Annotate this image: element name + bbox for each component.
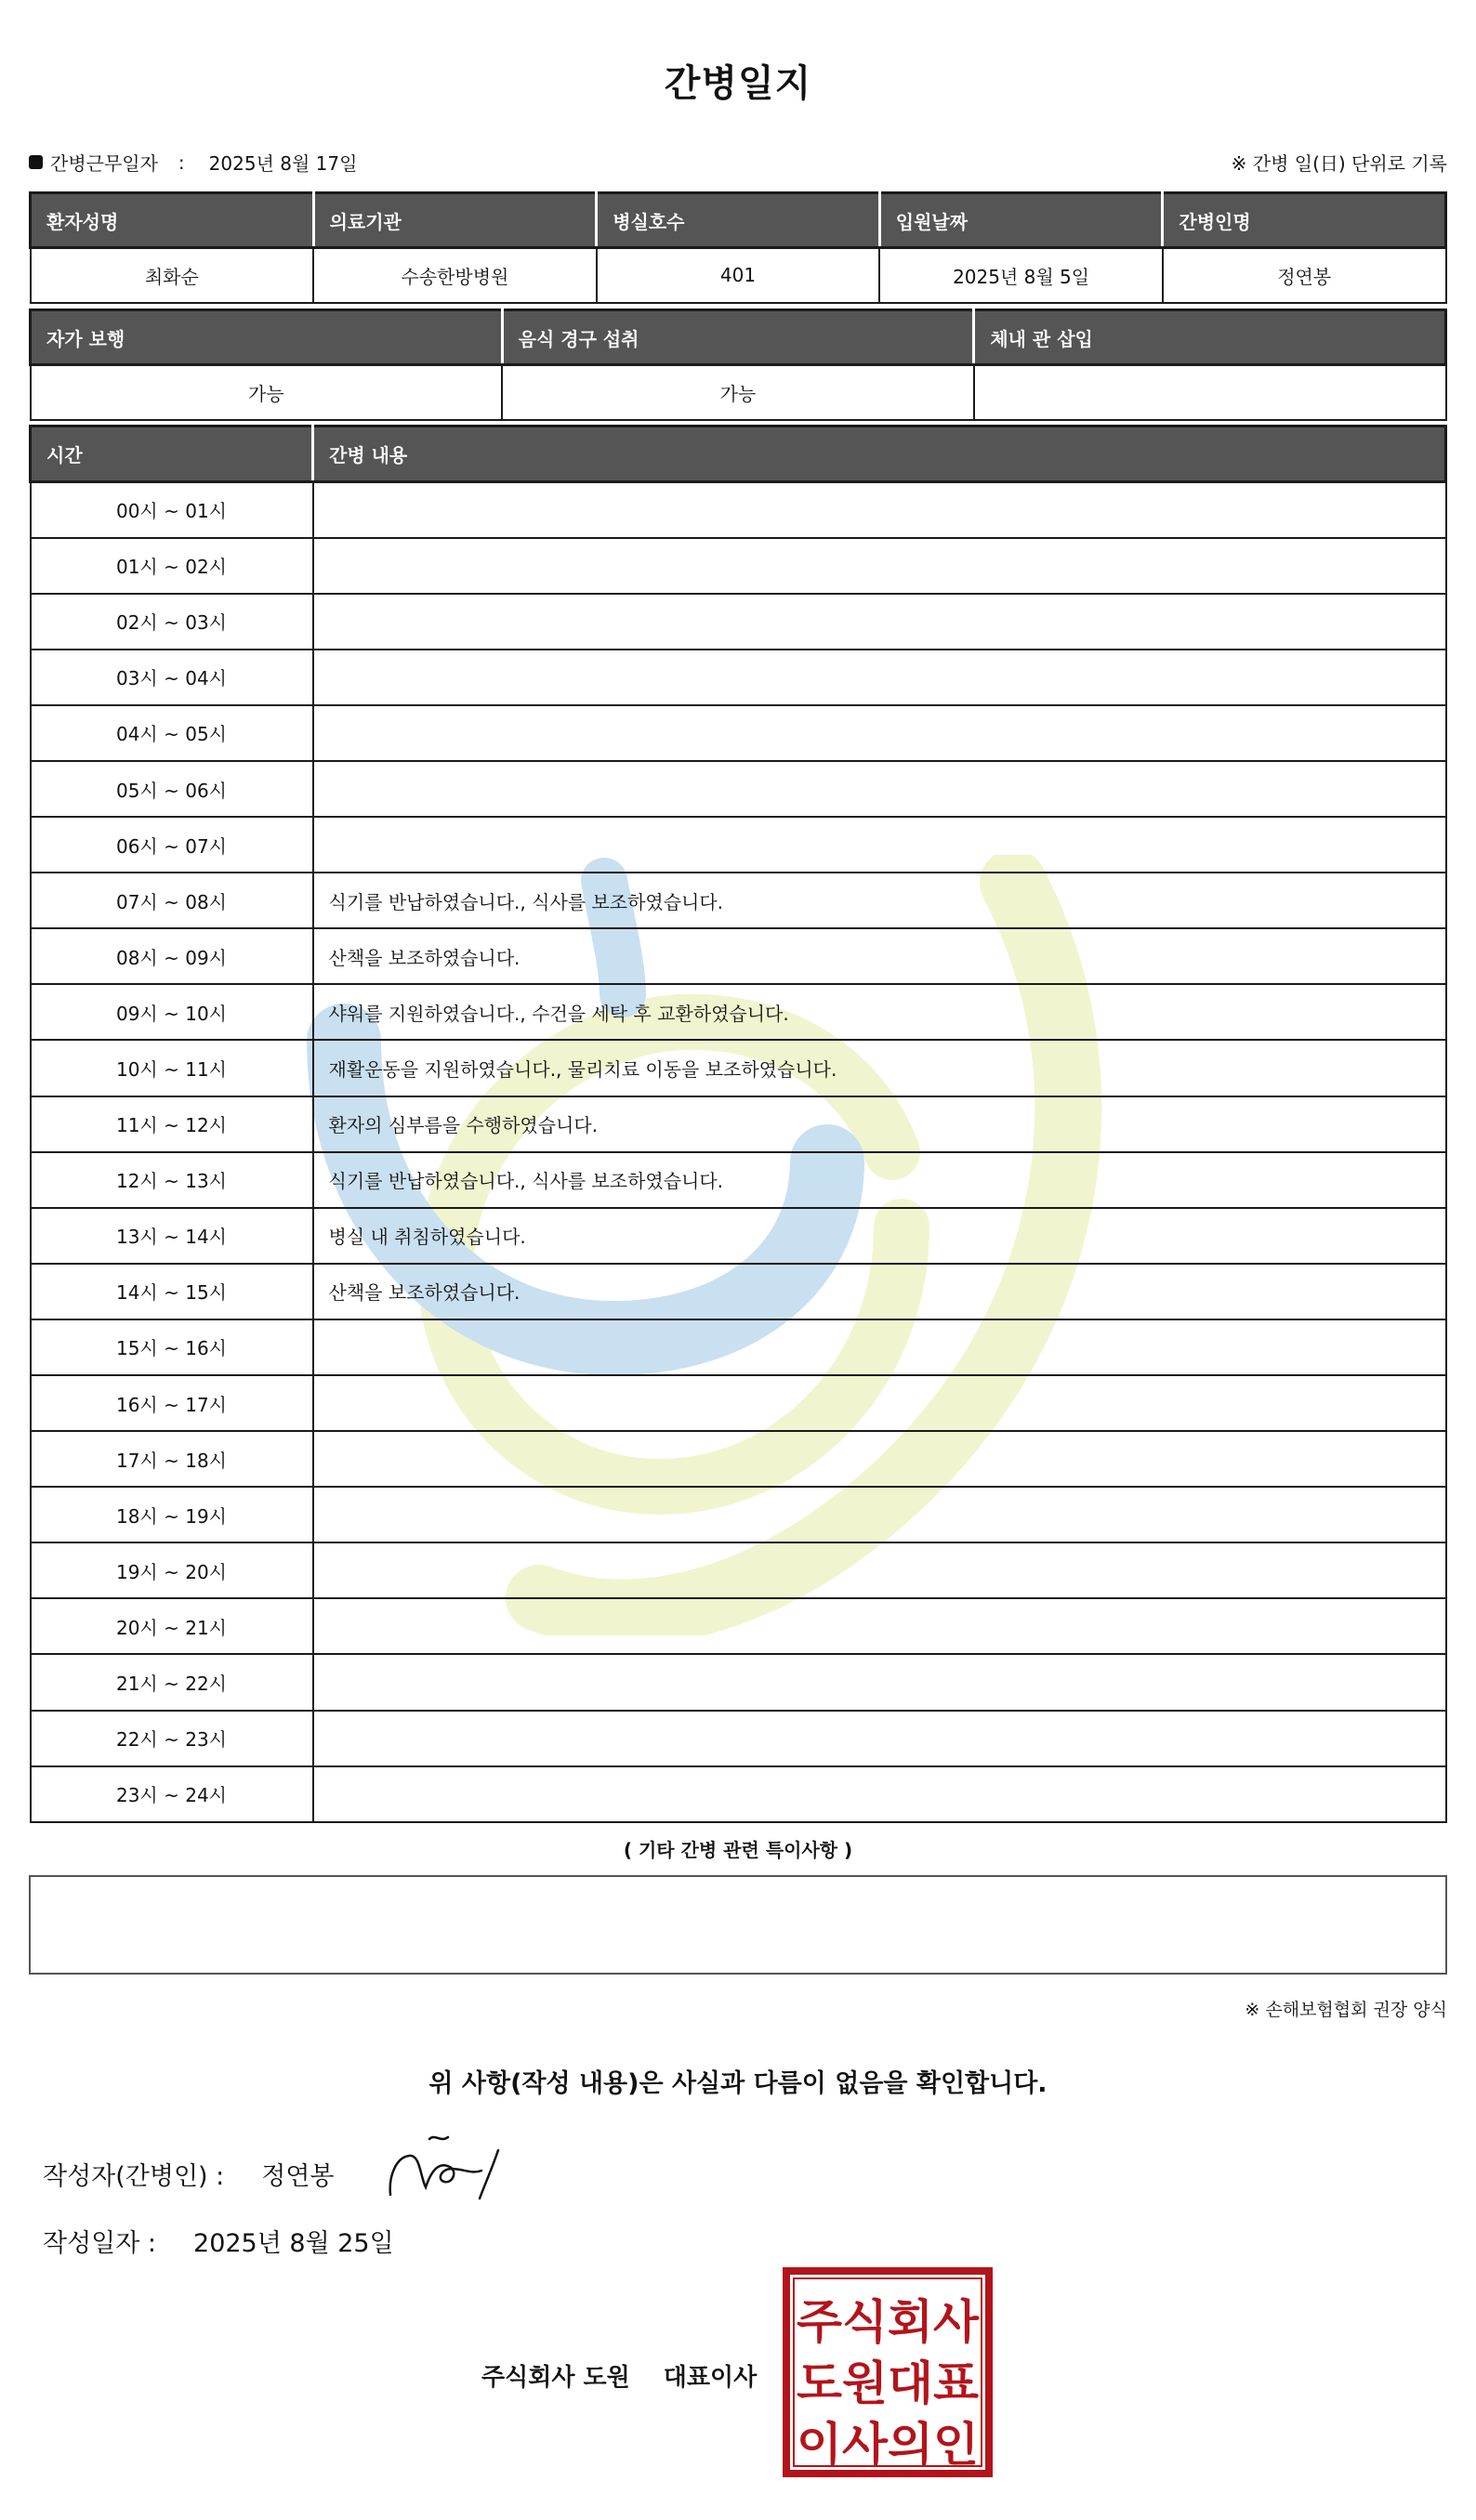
care-content-cell [313,538,1446,594]
ability-value-row [31,365,1446,420]
time-slot-cell: 23시 ~ 24시 [31,1766,313,1822]
header-care-content: 간병 내용 [313,427,1446,482]
table-row [31,1598,1446,1654]
table-row [31,1654,1446,1710]
tube-insertion-value [974,365,1446,420]
care-content-cell [313,705,1446,761]
table-row [31,1766,1446,1822]
time-slot-cell: 09시 ~ 10시 [31,984,313,1040]
room-number-value: 401 [597,248,880,303]
company-row [481,2358,757,2393]
work-date-row [29,149,1447,175]
header-admission-date: 입원날짜 [879,193,1163,248]
writer-label: 작성자(간병인) : [43,2162,225,2191]
table-row [31,817,1446,873]
table-row [31,594,1446,650]
header-time: 시간 [31,427,313,482]
writer-row [43,2156,335,2192]
care-log-header-row [31,427,1446,482]
table-row [31,1375,1446,1431]
table-row [31,873,1446,928]
time-slot-cell: 16시 ~ 17시 [31,1375,313,1431]
time-slot-cell: 14시 ~ 15시 [31,1264,313,1319]
time-slot-cell: 15시 ~ 16시 [31,1319,313,1375]
table-row [31,1319,1446,1375]
company-seal-stamp [783,2267,993,2477]
special-notes-box [29,1875,1447,1975]
caregiver-name-value: 정연봉 [1163,248,1446,303]
care-content-cell: 샤워를 지원하였습니다., 수건을 세탁 후 교환하였습니다. [313,984,1446,1040]
ceo-label: 대표이사 [663,2364,758,2392]
document-title: 간병일지 [664,62,812,105]
table-row [31,1208,1446,1264]
care-content-cell [313,650,1446,705]
care-content-cell [313,1711,1446,1766]
work-date-group [29,149,357,176]
time-slot-cell: 12시 ~ 13시 [31,1152,313,1208]
time-slot-cell: 10시 ~ 11시 [31,1040,313,1096]
patient-info-table [29,191,1447,304]
seal-text-line-3: 이사의인 [797,2418,979,2472]
header-self-walking: 자가 보행 [31,310,503,365]
table-row [31,1487,1446,1542]
table-row [31,1096,1446,1152]
time-slot-cell: 11시 ~ 12시 [31,1096,313,1152]
care-content-cell [313,1487,1446,1542]
care-content-cell: 환자의 심부름을 수행하였습니다. [313,1096,1446,1152]
time-slot-cell: 03시 ~ 04시 [31,650,313,705]
header-room-number: 병실호수 [597,193,880,248]
header-tube-insertion: 체내 관 삽입 [974,310,1446,365]
time-slot-cell: 22시 ~ 23시 [31,1711,313,1766]
time-slot-cell: 18시 ~ 19시 [31,1487,313,1542]
handwritten-signature [383,2130,513,2204]
table-row [31,761,1446,817]
time-slot-cell: 21시 ~ 22시 [31,1654,313,1710]
care-content-cell [313,1598,1446,1654]
work-date-label: 간병근무일자 [50,152,158,175]
header-caregiver-name: 간병인명 [1163,193,1446,248]
hospital-value: 수송한방병원 [313,248,597,303]
time-slot-cell: 05시 ~ 06시 [31,761,313,817]
table-row [31,1711,1446,1766]
care-content-cell: 식기를 반납하였습니다., 식사를 보조하였습니다. [313,1152,1446,1208]
care-content-cell [313,1766,1446,1822]
care-content-cell: 병실 내 취침하였습니다. [313,1208,1446,1264]
time-slot-cell: 02시 ~ 03시 [31,594,313,650]
header-oral-intake: 음식 경구 섭취 [502,310,974,365]
time-slot-cell: 13시 ~ 14시 [31,1208,313,1264]
table-row [31,1431,1446,1487]
table-row [31,650,1446,705]
care-content-cell [313,1319,1446,1375]
table-row [31,1040,1446,1096]
seal-text-line-2: 도원대표 [797,2356,980,2410]
bullet-square-icon [29,155,43,169]
special-notes-title: ( 기타 간병 관련 특이사항 ) [623,1839,853,1861]
care-content-cell [313,1431,1446,1487]
time-slot-cell: 04시 ~ 05시 [31,705,313,761]
table-row [31,984,1446,1040]
care-log-table [29,425,1447,1823]
header-patient-name: 환자성명 [31,193,314,248]
written-date-value: 2025년 8월 25일 [193,2229,394,2258]
table-row [31,482,1446,538]
time-slot-cell: 19시 ~ 20시 [31,1542,313,1598]
table-row [31,1542,1446,1598]
oral-intake-value: 가능 [502,365,974,420]
written-date-label: 작성일자 : [43,2229,157,2258]
care-content-cell: 재활운동을 지원하였습니다., 물리치료 이동을 보조하였습니다. [313,1040,1446,1096]
care-content-cell [313,1654,1446,1710]
time-slot-cell: 17시 ~ 18시 [31,1431,313,1487]
guideline-note: ※ 손해보험협회 권장 양식 [1245,2000,1447,2020]
time-slot-cell: 06시 ~ 07시 [31,817,313,873]
patient-name-value: 최화순 [31,248,314,303]
care-content-cell [313,761,1446,817]
care-content-cell: 산책을 보조하였습니다. [313,928,1446,984]
header-hospital: 의료기관 [313,193,597,248]
table-row [31,1264,1446,1319]
admission-date-value: 2025년 8월 5일 [879,248,1163,303]
time-slot-cell: 01시 ~ 02시 [31,538,313,594]
work-date-colon: : [178,151,185,174]
time-slot-cell: 20시 ~ 21시 [31,1598,313,1654]
time-slot-cell: 07시 ~ 08시 [31,873,313,928]
confirmation-statement: 위 사항(작성 내용)은 사실과 다름이 없음을 확인합니다. [428,2069,1048,2098]
time-slot-cell: 08시 ~ 09시 [31,928,313,984]
self-walking-value: 가능 [31,365,503,420]
table-row [31,1152,1446,1208]
writer-name: 정연봉 [261,2162,335,2191]
seal-text-line-1: 주식회사 [797,2295,980,2349]
care-content-cell [313,482,1446,538]
table-row [31,538,1446,594]
care-content-cell [313,1542,1446,1598]
table-row [31,928,1446,984]
care-log-body [31,482,1446,1822]
table-row [31,705,1446,761]
patient-info-header-row [31,193,1446,248]
ability-header-row [31,310,1446,365]
patient-info-value-row [31,248,1446,303]
care-content-cell: 산책을 보조하였습니다. [313,1264,1446,1319]
time-slot-cell: 00시 ~ 01시 [31,482,313,538]
care-content-cell [313,817,1446,873]
care-content-cell [313,594,1446,650]
written-date-row [43,2223,394,2259]
work-date-value: 2025년 8월 17일 [208,152,358,175]
patient-ability-table [29,308,1447,421]
care-content-cell: 식기를 반납하였습니다., 식사를 보조하였습니다. [313,873,1446,928]
record-unit-note: ※ 간병 일(日) 단위로 기록 [1231,152,1447,175]
care-content-cell [313,1375,1446,1431]
company-name: 주식회사 도원 [481,2364,630,2392]
